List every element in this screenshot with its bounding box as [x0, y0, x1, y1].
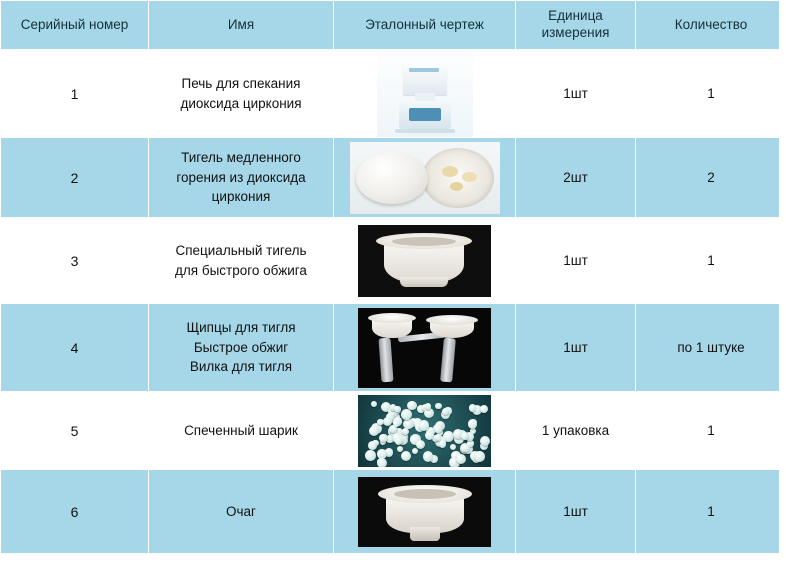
- tongs-disc-rim: [368, 313, 416, 323]
- bead: [469, 404, 476, 411]
- table-row: [1, 470, 786, 554]
- crucible-tongs-fork-photo: [358, 308, 491, 388]
- cell-drawing: [334, 218, 516, 304]
- cell-serial: 2: [1, 138, 149, 218]
- cell-name: [149, 470, 334, 554]
- cell-serial: 4: [1, 304, 149, 392]
- cell-name: [149, 392, 334, 470]
- fork-disc-rim: [426, 315, 478, 325]
- table-row: [1, 392, 786, 470]
- crucible-tray: [422, 148, 494, 208]
- name-line: Специальный тигель: [175, 242, 307, 258]
- crucible-pellet: [442, 166, 458, 177]
- cell-drawing: [334, 304, 516, 392]
- name-line: Спеченный шарик: [184, 422, 298, 438]
- crucible-foot: [400, 277, 448, 287]
- cell-serial: 3: [1, 218, 149, 304]
- bead: [389, 425, 397, 433]
- name-line: горения из диоксида: [176, 169, 306, 185]
- hearth-inner: [394, 489, 456, 499]
- bead: [468, 419, 477, 428]
- cell-drawing: [334, 50, 516, 138]
- table-header: [1, 1, 786, 50]
- bead: [397, 446, 403, 452]
- name-line: циркония: [211, 189, 271, 205]
- bead: [379, 434, 388, 443]
- cell-quantity: 1: [636, 470, 786, 554]
- table-row: [1, 50, 786, 138]
- cell-quantity: 1: [636, 50, 786, 138]
- hearth-stem: [410, 527, 440, 541]
- column-header-unit-line1: Единица: [548, 8, 603, 24]
- cell-name: [149, 218, 334, 304]
- image-wrap: [334, 51, 515, 137]
- cell-drawing: [334, 392, 516, 470]
- cell-serial: 6: [1, 470, 149, 554]
- image-wrap: [334, 225, 515, 297]
- cell-unit: 1 упаковка: [516, 392, 636, 470]
- furnace-foot: [395, 129, 455, 133]
- cell-name: [149, 304, 334, 392]
- cell-unit: 1шт: [516, 470, 636, 554]
- cell-quantity: по 1 штуке: [636, 304, 786, 392]
- cell-serial: 5: [1, 392, 149, 470]
- name-line: Печь для спекания: [181, 75, 301, 91]
- tongs-handle: [378, 337, 393, 382]
- crucible-pellet: [450, 182, 463, 191]
- cell-quantity: 1: [636, 392, 786, 470]
- cell-quantity: 1: [636, 218, 786, 304]
- bead: [480, 436, 490, 446]
- bead: [474, 451, 485, 462]
- bead: [439, 440, 447, 448]
- bead: [419, 420, 429, 430]
- cell-unit: 2шт: [516, 138, 636, 218]
- header-row: [1, 1, 786, 50]
- bead: [461, 432, 469, 440]
- bead: [480, 405, 488, 413]
- cell-unit: 1шт: [516, 50, 636, 138]
- bead: [377, 458, 387, 467]
- sintering-beads-photo: [358, 395, 491, 467]
- cell-drawing: [334, 470, 516, 554]
- bead: [371, 401, 377, 407]
- name-line: для быстрого обжига: [175, 262, 307, 278]
- cell-name: [149, 138, 334, 218]
- cell-unit: 1шт: [516, 218, 636, 304]
- image-wrap: [334, 477, 515, 547]
- table-row: [1, 138, 786, 218]
- name-line: диоксида циркония: [180, 95, 302, 111]
- column-header-unit: [516, 1, 636, 50]
- furnace-screen: [409, 108, 441, 121]
- crucible-lid: [356, 152, 428, 204]
- cell-drawing: [334, 138, 516, 218]
- cell-unit: 1шт: [516, 304, 636, 392]
- name-line: Тигель медленного: [181, 150, 301, 166]
- sintering-furnace-photo: [377, 51, 473, 137]
- bead: [369, 426, 379, 436]
- slow-burn-crucible-photo: [350, 142, 500, 214]
- cell-quantity: 2: [636, 138, 786, 218]
- crucible-inner: [392, 237, 456, 246]
- column-header-name: Имя: [149, 1, 334, 50]
- name-line: Очаг: [226, 503, 256, 519]
- table-row: [1, 304, 786, 392]
- image-wrap: [334, 142, 515, 214]
- column-header-drawing: Эталонный чертеж: [334, 1, 516, 50]
- bead: [435, 403, 441, 409]
- furnace-body: [403, 61, 447, 95]
- table-body: [1, 50, 786, 554]
- cell-name: [149, 50, 334, 138]
- fast-fire-crucible-photo: [358, 225, 491, 297]
- image-wrap: [334, 308, 515, 388]
- column-header-quantity: Количество: [636, 1, 786, 50]
- column-header-unit-line2: измерения: [541, 25, 610, 40]
- bead: [450, 444, 456, 450]
- cell-serial: 1: [1, 50, 149, 138]
- bead: [456, 454, 466, 464]
- name-line: Щипцы для тигля: [186, 320, 296, 336]
- crucible-pellet: [462, 172, 477, 182]
- column-header-serial: Серийный номер: [1, 1, 149, 50]
- page-right-margin: [779, 0, 786, 570]
- furnace-brand-strip: [409, 68, 439, 72]
- image-wrap: [334, 395, 515, 467]
- bead: [416, 440, 425, 449]
- bead: [402, 428, 409, 435]
- fork-handle: [440, 337, 456, 382]
- bead: [365, 450, 376, 461]
- name-line: Быстрое обжиг: [193, 339, 289, 355]
- bead: [395, 437, 402, 444]
- bead: [401, 451, 411, 461]
- hearth-photo: [358, 477, 491, 547]
- bead: [368, 441, 377, 450]
- bead: [412, 448, 418, 454]
- name-line: Вилка для тигля: [189, 359, 293, 375]
- bead: [377, 419, 383, 425]
- table-row: [1, 218, 786, 304]
